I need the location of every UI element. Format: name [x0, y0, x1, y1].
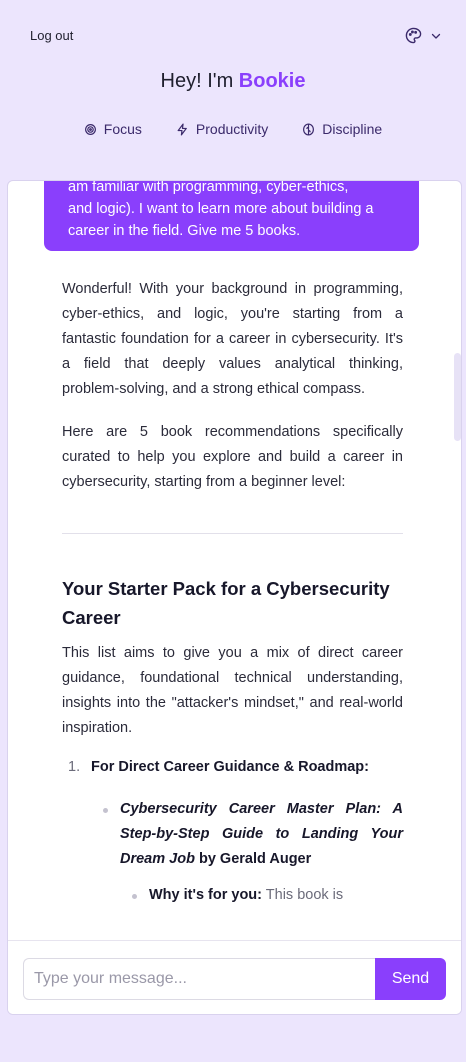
message-input[interactable]	[23, 958, 376, 1000]
top-bar	[0, 0, 466, 70]
assistant-reply	[62, 277, 403, 908]
user-message-line: career in the field. Give me 5 books.	[68, 223, 301, 239]
chat-scroll-area[interactable]	[8, 181, 462, 941]
list-item	[120, 883, 403, 908]
book-category-list	[62, 755, 403, 908]
page-title	[0, 70, 466, 93]
reply-paragraph: Here are 5 book recommendations specifically curated to help you explore and build a career in cybersecurity, starting from a beginner level:	[62, 424, 403, 490]
user-message-bubble	[44, 181, 419, 251]
book-author: by Gerald Auger	[198, 851, 312, 867]
user-message-line: and logic). I want to learn more about building a	[68, 201, 374, 217]
why-text: This book is	[265, 887, 344, 903]
category-title: For Direct Career Guidance & Roadmap:	[91, 759, 369, 775]
user-message-line: am familiar with programming, cyber-ethics,	[68, 181, 349, 195]
book-details-list	[120, 883, 403, 908]
mode-focus[interactable]	[84, 121, 142, 137]
section-intro: This list aims to give you a mix of direct career guidance, foundational technical understanding, insights into the "attacker's mindset," and real-world inspiration.	[62, 645, 403, 736]
mode-selector	[0, 121, 466, 137]
palette-icon	[405, 27, 422, 44]
brain-icon	[302, 123, 315, 136]
section-title: Your Starter Pack for a Cybersecurity Career	[62, 578, 390, 628]
chat-panel	[7, 180, 462, 1015]
lightning-icon	[176, 123, 189, 136]
theme-selector[interactable]	[405, 27, 442, 44]
chevron-down-icon	[430, 30, 442, 42]
list-item	[91, 797, 403, 908]
greeting-text: Hey! I'm	[160, 70, 234, 92]
book-list	[91, 797, 403, 908]
send-button[interactable]: Send	[375, 958, 446, 1000]
list-item	[62, 755, 403, 908]
logout-link[interactable]: Log out	[30, 28, 74, 43]
mode-label: Focus	[103, 121, 142, 137]
reply-paragraph: Wonderful! With your background in programming, cyber-ethics, and logic, you're starting from a fantastic foundation for a career in cybersecurity. It's a field that deeply values analytical thinking, problem-solving, and a strong ethical compass.	[62, 281, 403, 397]
target-icon	[84, 123, 97, 136]
list-number: 1.	[68, 759, 81, 775]
mode-label: Discipline	[322, 121, 383, 137]
book-title: Cybersecurity Career Master Plan: A Step-by-Step Guide to Landing Your Dream Job	[120, 801, 403, 867]
mode-discipline[interactable]	[302, 121, 382, 137]
mode-productivity[interactable]	[176, 121, 268, 137]
message-composer	[8, 940, 462, 1015]
why-label: Why it's for you:	[149, 887, 262, 903]
scrollbar-thumb[interactable]	[454, 353, 461, 441]
brand-name: Bookie	[238, 70, 306, 92]
divider	[62, 533, 403, 534]
mode-label: Productivity	[195, 121, 269, 137]
